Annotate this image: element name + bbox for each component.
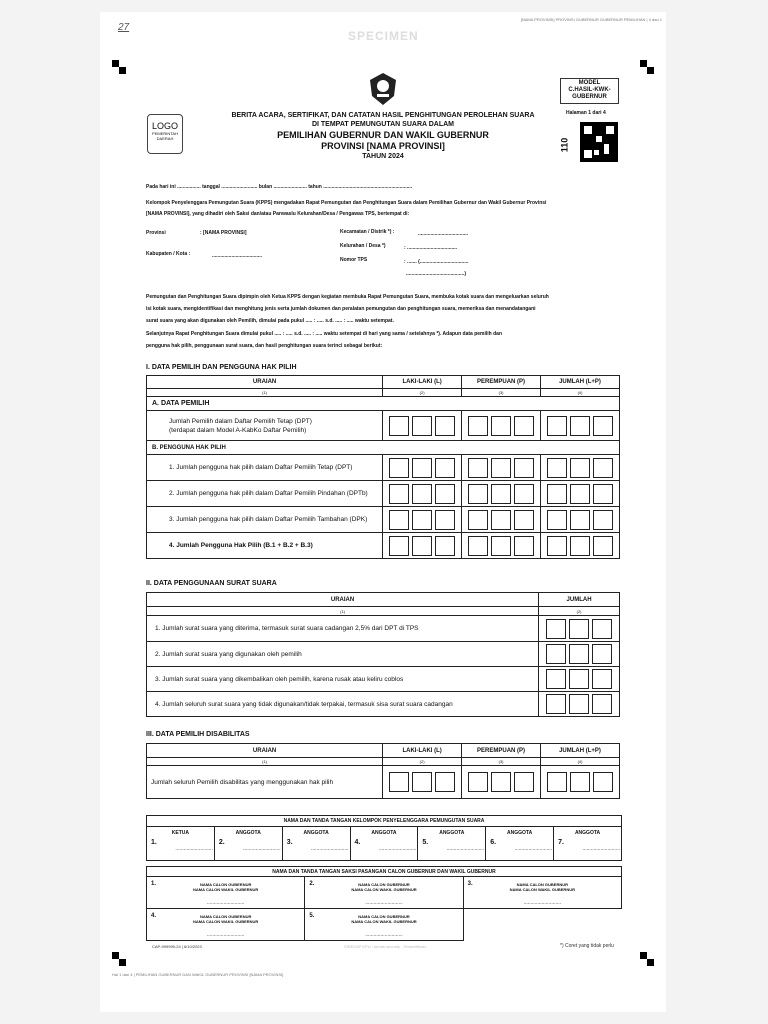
- s1-head-lp: JUMLAH (L+P): [541, 376, 620, 389]
- section1-table: [146, 375, 620, 559]
- registration-mark-bl: [112, 952, 126, 966]
- s1-num-4: (4): [541, 389, 620, 397]
- page-number: 27: [118, 22, 130, 33]
- footer-right: *) Coret yang tidak perlu: [560, 943, 614, 949]
- s1-b4-p-input[interactable]: [462, 533, 541, 559]
- header-line2: DI TEMPAT PEMUNGUTAN SUARA DALAM: [311, 121, 455, 128]
- saksi-sig-4[interactable]: [147, 909, 305, 941]
- body-line1: Pemungutan dan Penghitungan Suara dipimpin oleh Ketua KPPS dengan kegiatan membuka Rapat Pemungutan Suara, membuka kotak suara dan mengeluarkan seluruh: [146, 294, 549, 300]
- s1-b-row4: 4. Jumlah Pengguna Hak Pilih (B.1 + B.2 + B.3): [147, 533, 383, 559]
- s1-a-row1-sub: (terdapat dalam Model A-KabKo Daftar Pemilih): [169, 426, 307, 434]
- footer-bottom: Hal 1 dari 4 | PEMILIHAN GUBERNUR DAN WAKIL GUBERNUR PROVINSI [NAMA PROVINSI]: [112, 972, 284, 977]
- registration-mark-tr: [640, 60, 654, 74]
- saksi-label2-5: NAMA CALON WAKIL GUBERNUR: [351, 919, 417, 924]
- s1-a-p-input[interactable]: [462, 411, 541, 441]
- s1-b3-l-input[interactable]: [383, 507, 462, 533]
- saksi-num-1: 1.: [151, 881, 157, 887]
- saksi-label2-2: NAMA CALON WAKIL GUBERNUR: [351, 887, 417, 892]
- kpps-dots-6: ...........................: [514, 846, 553, 852]
- header-line4: PROVINSI [NAMA PROVINSI]: [321, 141, 445, 151]
- s2-row1: 1. Jumlah surat suara yang diterima, termasuk surat suara cadangan 2,5% dari DPT di TPS: [147, 616, 539, 642]
- body-line4: Selanjutnya Rapat Penghitungan Suara dimulai pukul ..... : ..... s.d. ..... : ..... waktu setempat di hari yang sama / setelahnya *). Adapun data pemilih dan: [146, 331, 502, 337]
- body-line3: surat suara yang akan digunakan oleh Pemilih, dimulai pada pukul ..... : ..... s.d. ..... : ..... waktu setempat.: [146, 318, 394, 324]
- regional-logo: [147, 114, 183, 154]
- s2-num-2: (2): [539, 607, 620, 616]
- model-line1: MODEL: [578, 80, 601, 86]
- kpps-dots-7: ...........................: [582, 846, 620, 852]
- kpps-num-4: 4.: [354, 839, 361, 846]
- kpps-num-6: 6.: [490, 839, 497, 846]
- section2-title: II. DATA PENGGUNAAN SURAT SUARA: [146, 580, 277, 587]
- s1-num-2: (2): [383, 389, 462, 397]
- section3-table: [146, 743, 620, 799]
- saksi-label2-3: NAMA CALON WAKIL GUBERNUR: [509, 887, 575, 892]
- s2-row2: 2. Jumlah surat suara yang digunakan oleh pemilih: [147, 642, 539, 667]
- s2-head-jumlah: JUMLAH: [539, 593, 620, 607]
- s3-num-2: (2): [383, 758, 462, 766]
- s3-num-3: (3): [462, 758, 541, 766]
- s3-l-input[interactable]: [383, 766, 462, 799]
- kpps-role-5: ANGGOTA: [439, 830, 465, 836]
- saksi-num-3: 3.: [467, 881, 473, 887]
- kpps-dots-1: ...........................: [175, 846, 213, 852]
- s1-b2-p-input[interactable]: [462, 481, 541, 507]
- model-box: [560, 78, 619, 104]
- s1-b-title: B. PENGGUNA HAK PILIH: [147, 441, 620, 455]
- kpps-role-2: ANGGOTA: [235, 830, 261, 836]
- s1-head-l: LAKI-LAKI (L): [383, 376, 462, 389]
- s3-lp-input[interactable]: [541, 766, 620, 799]
- kpps-role-3: ANGGOTA: [303, 830, 329, 836]
- kelurahan-value: : ....................................: [404, 245, 458, 251]
- logo-title: LOGO: [151, 121, 178, 131]
- kpps-dots-3: ...........................: [311, 846, 349, 852]
- kpps-title: NAMA DAN TANDA TANGAN KELOMPOK PENYELENGGARA PEMUNGUTAN SUARA: [147, 816, 622, 827]
- header-line3: PEMILIHAN GUBERNUR DAN WAKIL GUBERNUR: [277, 130, 489, 140]
- saksi-label-3: NAMA CALON GUBERNUR: [516, 882, 569, 887]
- kpps-num-7: 7.: [558, 839, 564, 846]
- footer-center: SIREKAP KPU - kertas security - Tersertifikasi: [344, 944, 426, 949]
- s1-a-l-input[interactable]: [383, 411, 462, 441]
- kelurahan-label: Kelurahan / Desa *): [340, 243, 386, 249]
- saksi-label-1: NAMA CALON GUBERNUR: [199, 882, 252, 887]
- saksi-label2-1: NAMA CALON WAKIL GUBERNUR: [192, 887, 259, 892]
- s1-b1-p-input[interactable]: [462, 455, 541, 481]
- s1-b2-l-input[interactable]: [383, 481, 462, 507]
- s3-head-lp: JUMLAH (L+P): [541, 744, 620, 758]
- saksi-label2-4: NAMA CALON WAKIL GUBERNUR: [192, 919, 259, 924]
- top-right-header: [NAMA PROVINSI] PROVINSI GUBERNUR GUBERNUR PEMILIHAN | 4 dari 1: [520, 17, 662, 22]
- kpps-sig-3[interactable]: [282, 827, 350, 861]
- s1-a-lp-input[interactable]: [541, 411, 620, 441]
- saksi-label-5: NAMA CALON GUBERNUR: [358, 914, 410, 919]
- kpps-num-2: 2.: [218, 839, 225, 846]
- kabupaten-label: Kabupaten / Kota :: [146, 251, 191, 257]
- logo-sub2: DAERAH: [156, 136, 174, 141]
- kpu-emblem-icon: [368, 72, 398, 106]
- saksi-title: NAMA DAN TANDA TANGAN SAKSI PASANGAN CALON GUBERNUR DAN WAKIL GUBERNUR: [147, 867, 622, 877]
- s1-num-3: (3): [462, 389, 541, 397]
- kpps-role-4: ANGGOTA: [371, 830, 397, 836]
- saksi-signature-table: [146, 866, 622, 941]
- s2-head-uraian: URAIAN: [147, 593, 539, 607]
- intro-line2: Kelompok Penyelenggara Pemungutan Suara (KPPS) mengadakan Rapat Pemungutan dan Penghitungan Suara dalam Pemilihan Gubernur dan Wakil Gubernur Provinsi: [146, 200, 547, 206]
- s1-head-uraian: URAIAN: [147, 376, 383, 389]
- s3-row: Jumlah seluruh Pemilih disabilitas yang menggunakan hak pilih: [147, 766, 383, 799]
- model-line3: GUBERNUR: [572, 94, 607, 100]
- saksi-empty-cell: [463, 909, 621, 941]
- s1-a-row1: [147, 411, 383, 441]
- s2-row2-input[interactable]: [539, 642, 620, 667]
- saksi-sig-5[interactable]: [305, 909, 463, 941]
- kpps-signature-table: [146, 815, 622, 861]
- s3-p-input[interactable]: [462, 766, 541, 799]
- s3-head-p: PEREMPUAN (P): [462, 744, 541, 758]
- s1-b1-lp-input[interactable]: [541, 455, 620, 481]
- saksi-sig-3[interactable]: [463, 877, 621, 909]
- s1-b2-lp-input[interactable]: [541, 481, 620, 507]
- tps-value-line2: ..........................................): [406, 271, 467, 277]
- saksi-dots-2: ...........................: [365, 900, 403, 906]
- registration-mark-br: [640, 952, 654, 966]
- s1-num-1: (1): [147, 389, 383, 397]
- s3-num-4: (4): [541, 758, 620, 766]
- s1-b4-l-input[interactable]: [383, 533, 462, 559]
- tps-label: Nomor TPS: [340, 257, 368, 263]
- saksi-label-2: NAMA CALON GUBERNUR: [358, 882, 410, 887]
- kpps-role-7: ANGGOTA: [574, 830, 601, 836]
- section3-title: III. DATA PEMILIH DISABILITAS: [146, 731, 250, 738]
- kpps-dots-5: ...........................: [446, 846, 485, 852]
- kpps-dots-2: ...........................: [243, 846, 281, 852]
- kpps-sig-7[interactable]: [554, 827, 622, 861]
- model-line2: C.HASIL-KWK-: [568, 87, 611, 93]
- watermark: SPECIMEN: [348, 29, 419, 43]
- saksi-sig-2[interactable]: [305, 877, 463, 909]
- kabupaten-value: ....................................: [212, 253, 263, 259]
- intro-line1: Pada hari ini ................. tanggal .......................... bulan ........................ tahun ................................................................: [146, 184, 413, 190]
- qr-code: [580, 122, 618, 162]
- registration-mark-tl: [112, 60, 126, 74]
- s2-row4-input[interactable]: [539, 692, 620, 717]
- s2-num-1: (1): [147, 607, 539, 616]
- s2-row3: 3. Jumlah surat suara yang dikembalikan oleh pemilih, karena rusak atau keliru coblos: [147, 667, 539, 692]
- tps-value: : ....... (...................................: [404, 259, 469, 265]
- kpps-sig-6[interactable]: [486, 827, 554, 861]
- saksi-dots-4: ...........................: [206, 932, 245, 938]
- s1-b4-lp-input[interactable]: [541, 533, 620, 559]
- saksi-label-4: NAMA CALON GUBERNUR: [199, 914, 252, 919]
- kpps-num-5: 5.: [422, 839, 429, 846]
- kpps-num-3: 3.: [286, 839, 293, 846]
- kpps-num-1: 1.: [151, 839, 157, 846]
- provinsi-value: : [NAMA PROVINSI]: [200, 230, 247, 236]
- s1-head-p: PEREMPUAN (P): [462, 376, 541, 389]
- s3-head-l: LAKI-LAKI (L): [383, 744, 462, 758]
- header-line1: BERITA ACARA, SERTIFIKAT, DAN CATATAN HASIL PENGHITUNGAN PEROLEHAN SUARA: [231, 112, 535, 119]
- kpps-sig-4[interactable]: [350, 827, 418, 861]
- footer-left: CAP-999999-24 | 6/10/2023: [152, 944, 202, 949]
- s2-row4: 4. Jumlah seluruh surat suara yang tidak digunakan/tidak terpakai, termasuk sisa surat suara cadangan: [147, 692, 539, 717]
- model-code: 110: [559, 137, 570, 153]
- body-line2: isi kotak suara, mengidentifikasi dan menghitung jenis serta jumlah dokumen dan peralatan pemungutan dan penghitungan suara, memeriksa dan menandatangani: [146, 306, 536, 312]
- s3-num-1: (1): [147, 758, 383, 766]
- s2-row3-input[interactable]: [539, 667, 620, 692]
- header-line5: TAHUN 2024: [362, 153, 404, 160]
- intro-line3: [NAMA PROVINSI], yang dihadiri oleh Saksi dan/atau Panwaslu Kelurahan/Desa / Pengawas TPS, bertempat di:: [146, 211, 410, 217]
- section1-title: I. DATA PEMILIH DAN PENGGUNA HAK PILIH: [146, 364, 297, 371]
- s1-a-row1-text: Jumlah Pemilih dalam Daftar Pemilih Tetap (DPT): [169, 417, 312, 425]
- body-line5: pengguna hak pilih, penggunaan surat suara, dan hasil penghitungan suara terinci sebagai berikut:: [146, 343, 383, 349]
- saksi-dots-1: ...........................: [206, 900, 245, 906]
- saksi-num-2: 2.: [309, 881, 315, 887]
- kpps-sig-1[interactable]: [147, 827, 215, 861]
- s2-row1-input[interactable]: [539, 616, 620, 642]
- s1-a-title: A. DATA PEMILIH: [147, 397, 620, 411]
- kpps-role-1: KETUA: [171, 830, 190, 836]
- s1-b-row2: 2. Jumlah pengguna hak pilih dalam Daftar Pemilih Pindahan (DPTb): [147, 481, 383, 507]
- s1-b-row1: 1. Jumlah pengguna hak pilih dalam Daftar Pemilih Tetap (DPT): [147, 455, 383, 481]
- provinsi-label: Provinsi: [146, 230, 166, 236]
- saksi-dots-5: ...........................: [365, 932, 403, 938]
- kpps-role-6: ANGGOTA: [507, 830, 533, 836]
- s1-b-row3: 3. Jumlah pengguna hak pilih dalam Daftar Pemilih Tambahan (DPK): [147, 507, 383, 533]
- kpps-sig-5[interactable]: [418, 827, 486, 861]
- s1-b3-lp-input[interactable]: [541, 507, 620, 533]
- saksi-dots-3: ...........................: [523, 900, 562, 906]
- section2-table: [146, 592, 620, 717]
- s3-head-uraian: URAIAN: [147, 744, 383, 758]
- logo-sub1: PEMERINTAH: [152, 131, 178, 136]
- kpps-sig-2[interactable]: [214, 827, 282, 861]
- page-info: Halaman 1 dari 4: [566, 110, 606, 116]
- s1-b1-l-input[interactable]: [383, 455, 462, 481]
- saksi-num-5: 5.: [309, 913, 315, 919]
- s1-b3-p-input[interactable]: [462, 507, 541, 533]
- kecamatan-label: Kecamatan / Distrik *) :: [340, 229, 395, 235]
- kpps-dots-4: ...........................: [378, 846, 417, 852]
- saksi-num-4: 4.: [151, 913, 157, 919]
- kecamatan-value: ....................................: [418, 231, 469, 237]
- saksi-sig-1[interactable]: [147, 877, 305, 909]
